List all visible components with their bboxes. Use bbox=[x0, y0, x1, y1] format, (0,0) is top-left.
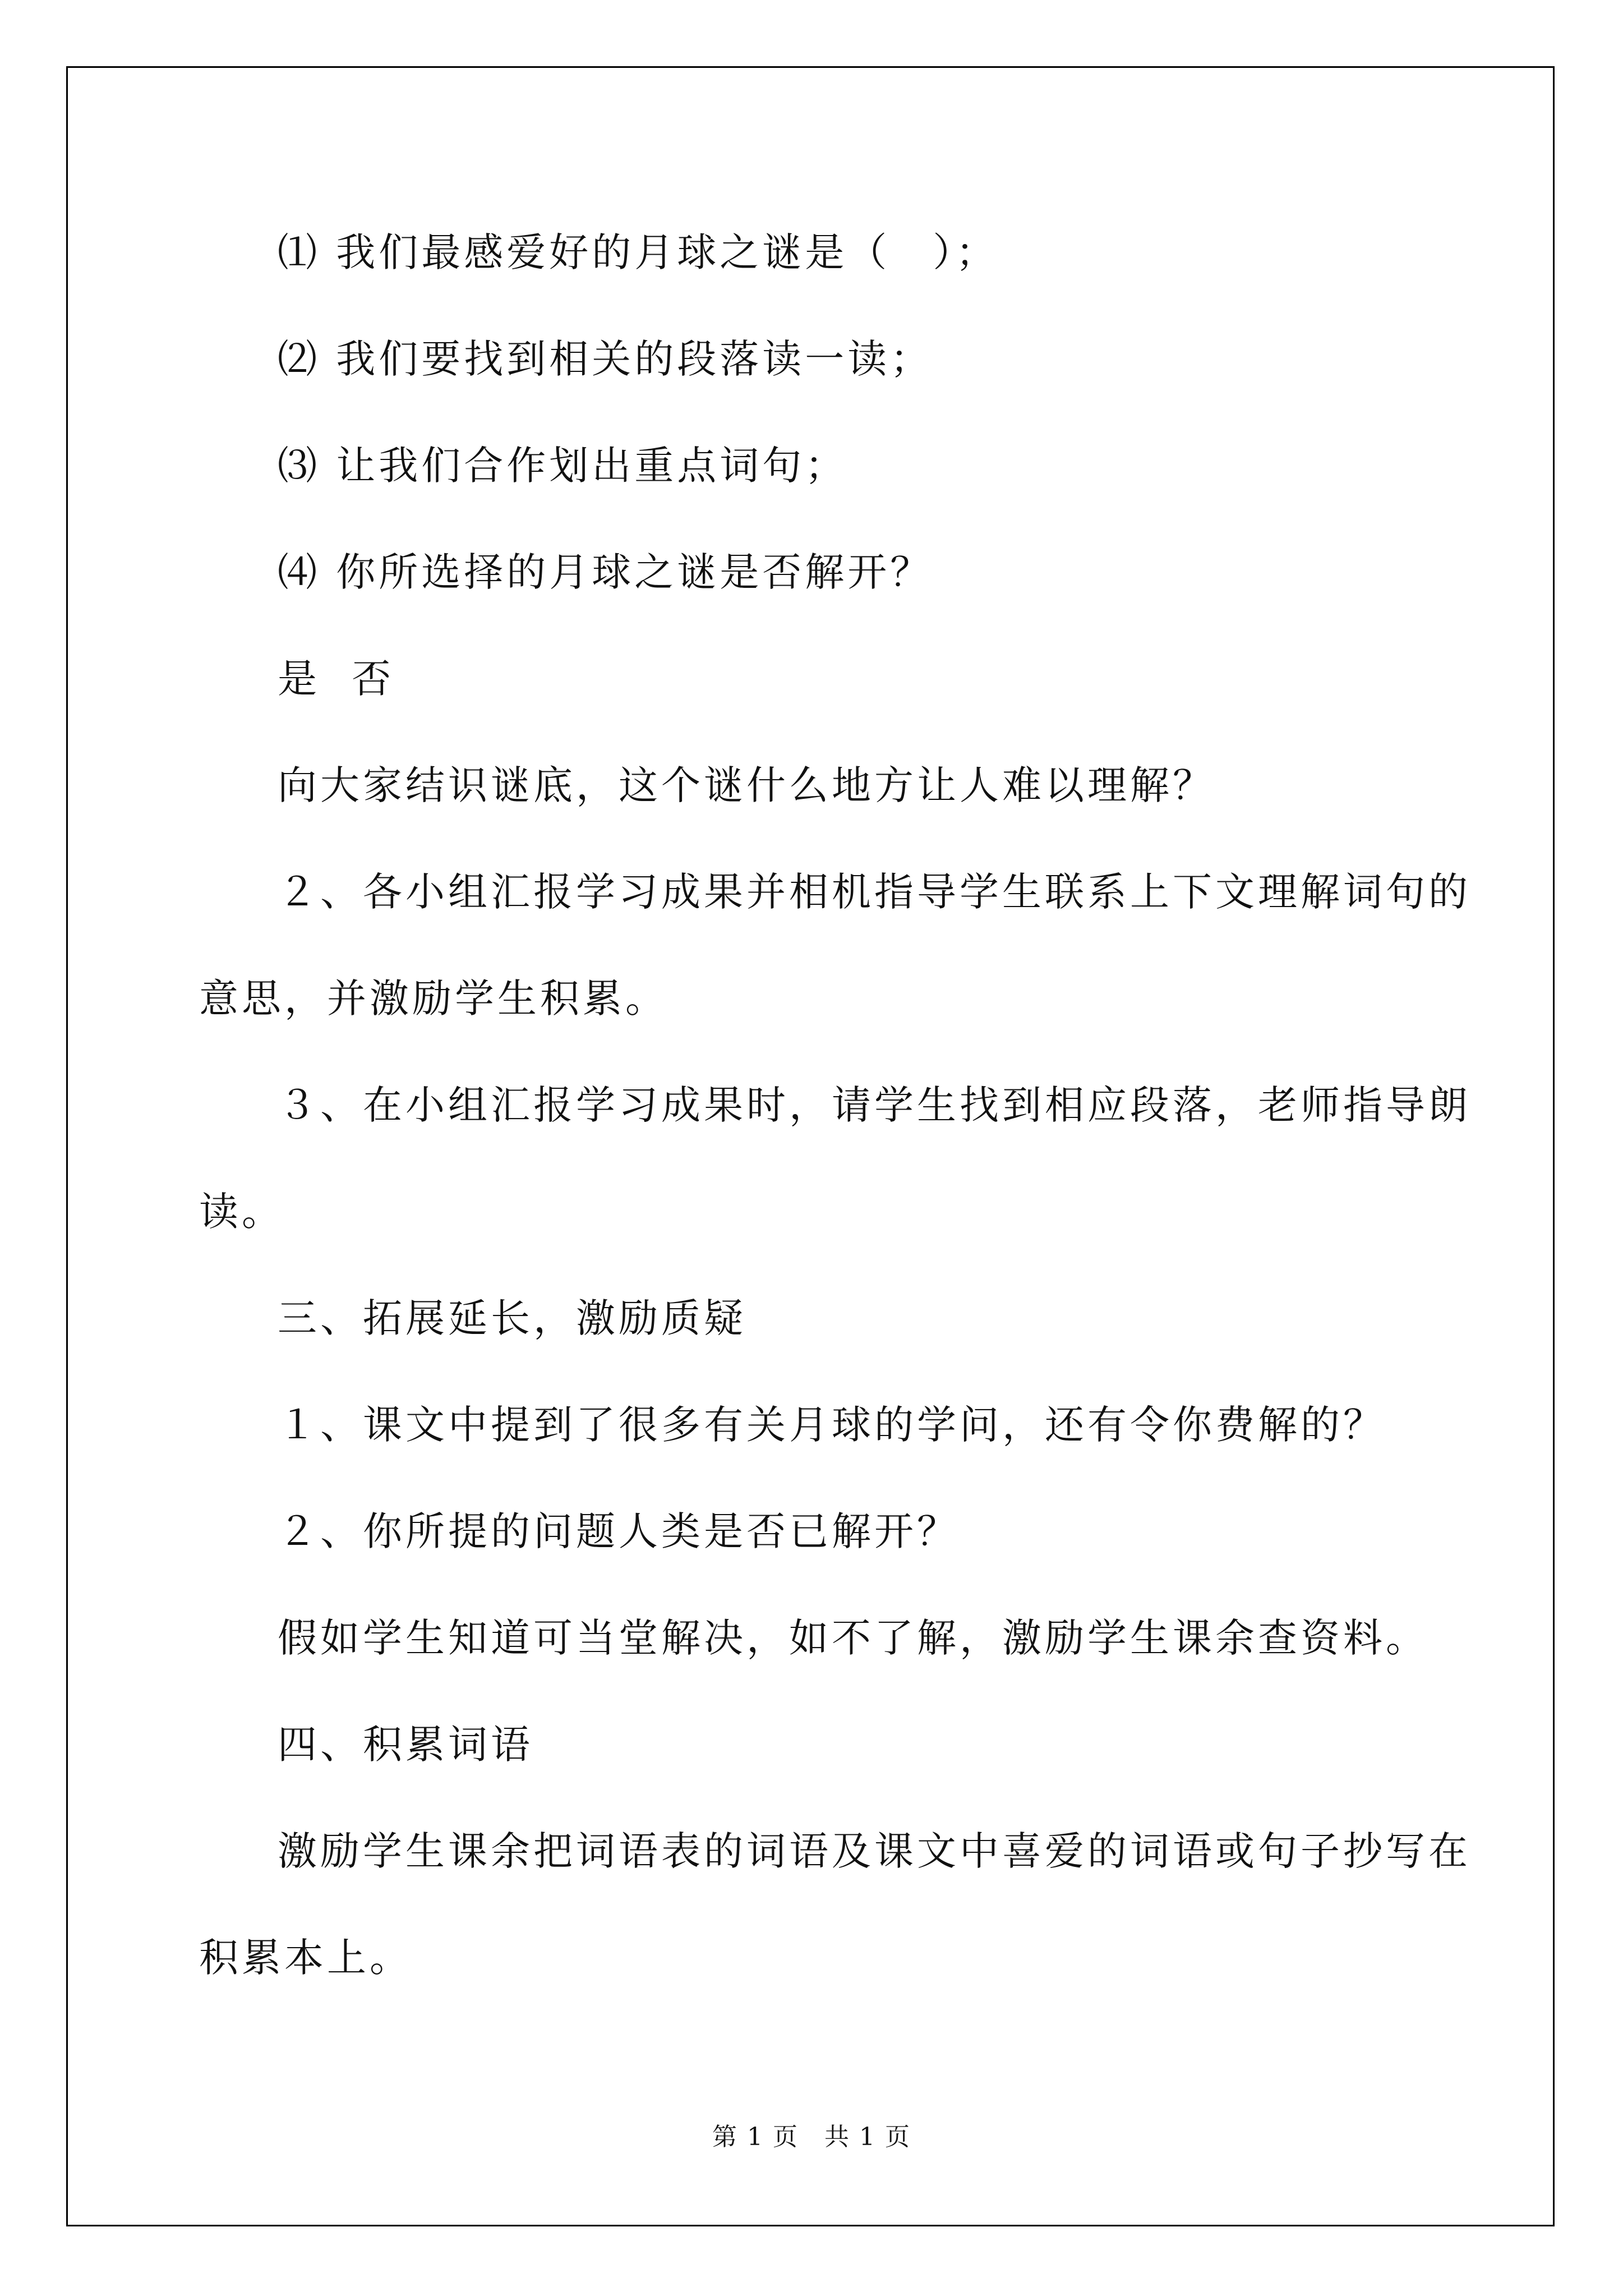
text-line-13: ２、你所提的问题人类是否已解开？ bbox=[278, 1508, 960, 1554]
text-line-8: 意思，并激励学生积累。 bbox=[199, 976, 668, 1022]
text-line-17: 积累本上。 bbox=[199, 1935, 412, 1981]
text-line-5: 是 否 bbox=[278, 656, 403, 702]
text-line-1: ⑴ 我们最感爱好的月球之谜是（ ）； bbox=[278, 229, 999, 275]
text-line-2: ⑵ 我们要找到相关的段落读一读； bbox=[278, 336, 933, 382]
text-line-10: 读。 bbox=[199, 1189, 284, 1235]
text-line-6: 向大家结识谜底，这个谜什么地方让人难以理解？ bbox=[278, 762, 1215, 808]
text-line-4: ⑷ 你所选择的月球之谜是否解开？ bbox=[278, 549, 933, 595]
text-line-3: ⑶ 让我们合作划出重点词句； bbox=[278, 443, 848, 489]
text-line-7: ２、各小组汇报学习成果并相机指导学生联系上下文理解词句的 bbox=[278, 869, 1471, 915]
text-line-14: 假如学生知道可当堂解决，如不了解，激励学生课余查资料。 bbox=[278, 1615, 1428, 1661]
text-line-16: 激励学生课余把词语表的词语及课文中喜爱的词语或句子抄写在 bbox=[278, 1828, 1471, 1874]
text-line-11: 三、拓展延长，激励质疑 bbox=[278, 1295, 746, 1341]
page-footer: 第 1 页 共 1 页 bbox=[712, 2123, 911, 2151]
text-line-12: １、课文中提到了很多有关月球的学问，还有令你费解的？ bbox=[278, 1402, 1386, 1448]
text-line-9: ３、在小组汇报学习成果时，请学生找到相应段落，老师指导朗 bbox=[278, 1082, 1471, 1128]
text-line-15: 四、积累词语 bbox=[278, 1722, 533, 1768]
page-border bbox=[66, 66, 1555, 2226]
